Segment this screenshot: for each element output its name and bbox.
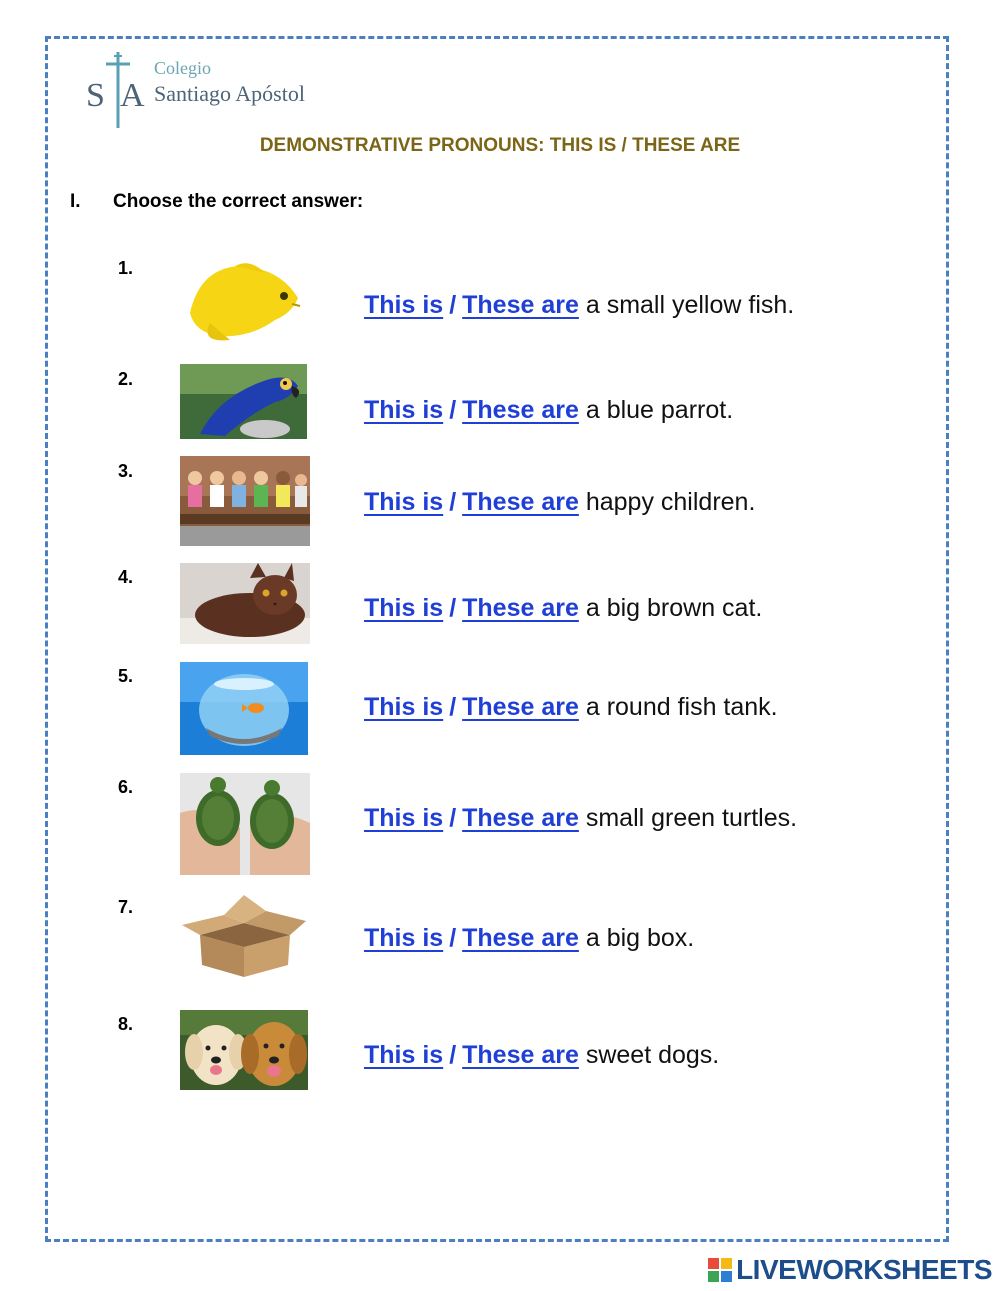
option-this-is[interactable]: This is	[364, 804, 444, 832]
school-crest-icon	[84, 48, 150, 130]
option-these-are[interactable]: These are	[462, 396, 579, 424]
option-this-is[interactable]: This is	[364, 291, 444, 319]
option-separator: /	[449, 594, 457, 622]
option-these-are[interactable]: These are	[462, 291, 579, 319]
question-number: 5.	[118, 666, 134, 686]
sentence-rest: a blue parrot.	[585, 396, 734, 424]
section-instruction: Choose the correct answer:	[113, 191, 364, 212]
sentence-rest: small green turtles.	[585, 804, 798, 832]
logo-colegio-text: Colegio	[154, 58, 211, 78]
question-number: 4.	[118, 567, 134, 587]
sentence-rest: a big brown cat.	[585, 594, 763, 622]
sentence-rest: happy children.	[585, 488, 756, 516]
question-number: 2.	[118, 369, 134, 389]
option-these-are[interactable]: These are	[462, 924, 579, 952]
question-number: 7.	[118, 897, 134, 917]
svg-text:A: A	[120, 77, 145, 114]
sentence-rest: a round fish tank.	[585, 693, 778, 721]
option-separator: /	[449, 924, 457, 952]
sentence-rest: a small yellow fish.	[585, 291, 795, 319]
option-this-is[interactable]: This is	[364, 693, 444, 721]
sentence	[364, 804, 797, 833]
svg-text:S: S	[86, 77, 105, 114]
question-number: 8.	[118, 1014, 134, 1034]
sentence	[364, 594, 762, 623]
option-separator: /	[449, 291, 457, 319]
option-this-is[interactable]: This is	[364, 1041, 444, 1069]
sentence	[364, 291, 794, 320]
option-these-are[interactable]: These are	[462, 804, 579, 832]
option-these-are[interactable]: These are	[462, 1041, 579, 1069]
section-heading	[70, 191, 363, 213]
option-separator: /	[449, 488, 457, 516]
option-these-are[interactable]: These are	[462, 488, 579, 516]
sentence-rest: sweet dogs.	[585, 1041, 720, 1069]
dogs-picture	[180, 1010, 308, 1090]
yellow-fish-picture	[180, 258, 305, 346]
option-these-are[interactable]: These are	[462, 693, 579, 721]
option-separator: /	[449, 693, 457, 721]
sentence	[364, 693, 778, 722]
sentence	[364, 1041, 719, 1070]
worksheet-title: DEMONSTRATIVE PRONOUNS: THIS IS / THESE ARE	[259, 135, 741, 156]
sentence	[364, 396, 733, 425]
children-picture	[180, 456, 310, 546]
option-separator: /	[449, 396, 457, 424]
logo-school-name: Santiago Apóstol	[154, 81, 305, 106]
option-this-is[interactable]: This is	[364, 488, 444, 516]
option-separator: /	[449, 804, 457, 832]
fish-tank-picture	[180, 662, 308, 755]
question-number: 3.	[118, 461, 134, 481]
blue-parrot-picture	[180, 364, 307, 439]
option-this-is[interactable]: This is	[364, 594, 444, 622]
option-this-is[interactable]: This is	[364, 396, 444, 424]
liveworksheets-footer	[708, 1255, 992, 1285]
brown-cat-picture	[180, 563, 310, 644]
option-these-are[interactable]: These are	[462, 594, 579, 622]
sentence-rest: a big box.	[585, 924, 695, 952]
turtles-picture	[180, 773, 310, 875]
question-number: 1.	[118, 258, 134, 278]
liveworksheets-logo-icon	[708, 1258, 732, 1282]
sentence	[364, 488, 755, 517]
option-this-is[interactable]: This is	[364, 924, 444, 952]
liveworksheets-brand: LIVEWORKSHEETS	[736, 1254, 992, 1285]
option-separator: /	[449, 1041, 457, 1069]
question-number: 6.	[118, 777, 134, 797]
school-logo	[84, 48, 334, 130]
sentence	[364, 924, 694, 953]
cardboard-box-picture	[180, 895, 308, 979]
section-numeral: I.	[70, 191, 81, 212]
